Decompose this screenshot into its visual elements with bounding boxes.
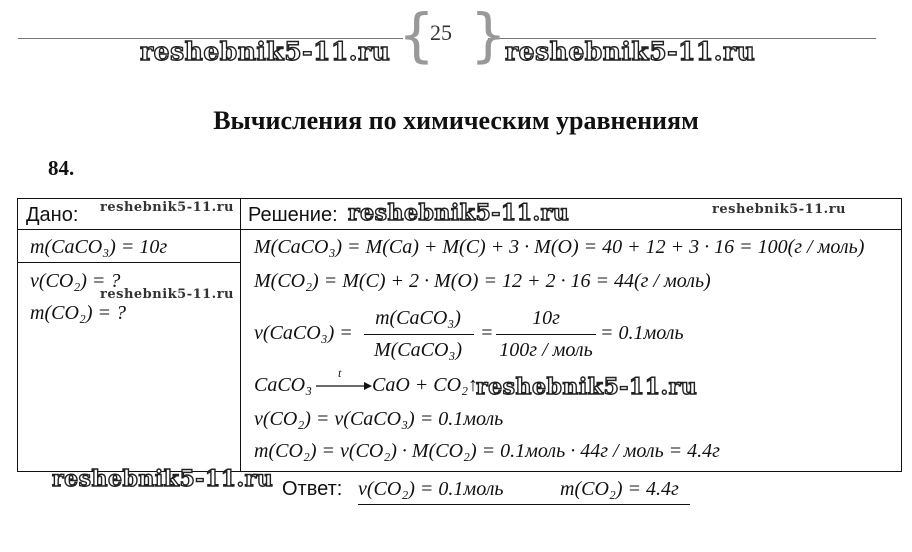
watermark-reaction: reshebnik5-11.ru [476,374,698,400]
fraction2-numerator: 10г [532,307,560,329]
given-label: Дано: [26,204,79,226]
answer-nu-co2: ν(CO₂) = 0.1моль [358,478,504,500]
given-rule [17,262,241,263]
fraction1-numerator: m(CaCO₃) [375,307,461,329]
answer-mass-co2: m(CO₂) = 4.4г [560,478,679,500]
given-nu-co2: ν(CO₂) = ? [30,270,121,292]
solution-label: Решение: [248,204,338,226]
solution-line-mass-co2: m(CO₂) = ν(CO₂) · M(CO₂) = 0.1моль · 44г / моль = 4.4г [254,440,720,462]
fraction2-bar [496,334,596,335]
answer-label: Ответ: [282,478,343,500]
watermark-small-1: reshebnik5-11.ru [100,200,235,215]
right-brace: } [470,1,507,69]
problem-number: 84. [48,156,75,180]
given-mass-caco3: m(CaCO₃) = 10г [30,236,168,258]
watermark-small-2: reshebnik5-11.ru [712,202,847,217]
table-divider [240,198,241,471]
watermark-table: reshebnik5-11.ru [348,200,570,226]
left-brace: { [398,1,435,69]
given-mass-co2: m(CO₂) = ? [30,302,126,324]
reaction-reactant: CaCO₃ [254,374,313,396]
watermark-bottom: reshebnik5-11.ru [52,466,274,492]
reaction-products: CaO + CO₂↑ [372,374,479,396]
answer-underline [358,504,690,505]
solution-line-molar-co2: M(CO₂) = M(C) + 2 · M(O) = 12 + 2 · 16 = 44(г / моль) [254,270,711,292]
solution-line3-lhs: ν(CaCO₃) = [254,322,353,344]
reaction-arrow [316,380,372,392]
fraction-equals: = [480,322,494,344]
reaction-condition: t [338,366,342,380]
fraction1-denominator: M(CaCO₃) [373,339,463,361]
fraction1-bar [364,334,474,335]
solution-line3-rhs: = 0.1моль [600,322,684,344]
section-title: Вычисления по химическим уравнениям [213,106,699,135]
solution-line-molar-caco3: M(CaCO₃) = M(Ca) + M(C) + 3 · M(O) = 40 + 12 + 3 · 16 = 100(г / моль) [254,236,865,258]
fraction2-denominator: 100г / моль [499,339,593,361]
page-number: 25 [430,20,452,45]
solution-line-nu-co2: ν(CO₂) = ν(CaCO₃) = 0.1моль [254,408,504,430]
watermark-header-right: reshebnik5-11.ru [505,37,756,66]
table-header-rule [17,229,902,230]
watermark-header-left: reshebnik5-11.ru [140,37,391,66]
watermark-small-3: reshebnik5-11.ru [100,287,235,302]
